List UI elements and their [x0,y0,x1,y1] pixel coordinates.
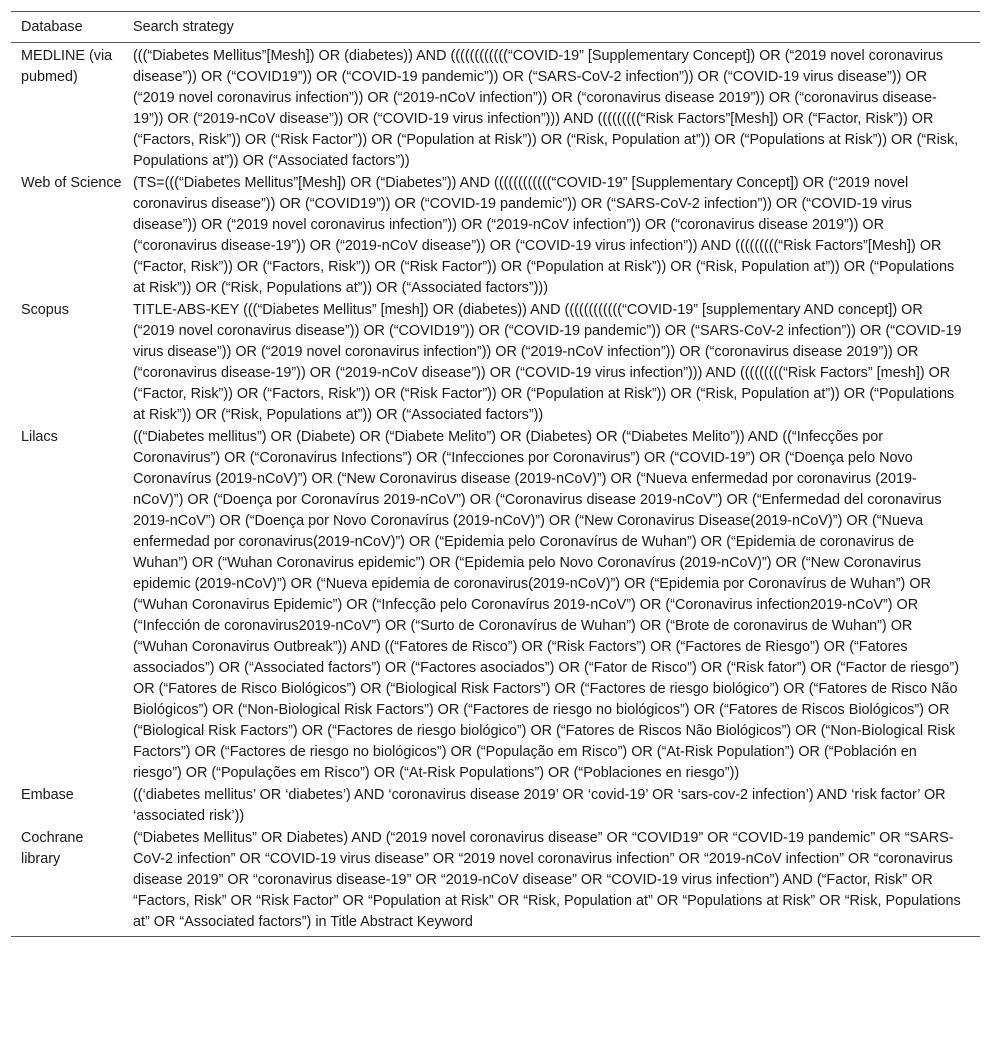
database-name: MEDLINE (via pubmed) [21,48,113,85]
table-row [11,43,980,173]
table-header [11,12,980,43]
table-body [11,43,980,937]
search-strategy-table-container [11,11,980,937]
table-row [11,426,980,784]
database-name: Lilacs [21,429,58,445]
database-name: Cochrane library [21,830,84,867]
search-strategy-text: TITLE-ABS-KEY (((“Diabetes Mellitus” [mesh]) OR (diabetes)) AND ((((((((((((“COVID-19” [supplementary AND concept]) OR (“2019 novel coronavirus disease”)) OR (“COVID19”)) OR (“COVID-19 pandemic”)) OR (“SARS-CoV-2 infection”)) OR (“COVID-19 virus disease”)) OR (“2019 novel coronavirus infection”)) OR (“2019-nCoV infection”)) OR (“coronavirus disease 2019”)) OR (“coronavirus disease-19”)) OR (“2019-nCoV disease”)) OR (“COVID-19 virus infection”))) AND (((((((((“Risk Factors” [mesh]) OR (“Factor, Risk”)) OR (“Factors, Risk”)) OR (“Risk Factor”)) OR (“Population at Risk”)) OR (“Risk, Population at”)) OR (“Populations at Risk”)) OR (“Risk, Populations at”)) OR (“Associated factors”)) [133,302,962,423]
search-strategy-text: ((‘diabetes mellitus’ OR ‘diabetes’) AND ‘coronavirus disease 2019’ OR ‘covid-19’ OR ‘sars-cov-2 infection’) AND ‘risk factor’ OR ‘associated risk’)) [133,787,946,824]
search-strategy-text: (((“Diabetes Mellitus”[Mesh]) OR (diabetes)) AND ((((((((((((“COVID-19” [Supplementary Concept]) OR (“2019 novel coronavirus disease”)) OR (“COVID19”)) OR (“COVID-19 pandemic”)) OR (“SARS-CoV-2 infection”)) OR (“COVID-19 virus disease”)) OR (“2019 novel coronavirus infection”)) OR (“2019-nCoV infection”)) OR (“coronavirus disease 2019”)) OR (“coronavirus disease-19”)) OR (“2019-nCoV disease”)) OR (“COVID-19 virus infection”))) AND (((((((((“Risk Factors”[Mesh]) OR (“Factor, Risk”)) OR (“Factors, Risk”)) OR (“Risk Factor”)) OR (“Population at Risk”)) OR (“Risk, Population at”)) OR (“Populations at Risk”)) OR (“Risk, Populations at”)) OR (“Associated factors”)) [133,48,959,169]
database-name: Embase [21,787,74,803]
search-strategy-table [11,11,980,937]
search-strategy-text: (“Diabetes Mellitus” OR Diabetes) AND (“2019 novel coronavirus disease” OR “COVID19” OR “COVID-19 pandemic” OR “SARS-CoV-2 infection” OR “COVID-19 virus disease” OR “2019 novel coronavirus infection” OR “2019-nCoV infection” OR “coronavirus disease 2019” OR “coronavirus disease-19” OR “2019-nCoV disease” OR “COVID-19 virus infection”) AND (“Factor, Risk” OR “Factors, Risk” OR “Risk Factor” OR “Population at Risk” OR “Risk, Population at” OR “Populations at Risk” OR “Risk, Populations at” OR “Associated factors”) in Title Abstract Keyword [133,830,961,930]
header-database: Database [21,19,83,35]
search-strategy-text: (TS=(((“Diabetes Mellitus”[Mesh]) OR (“Diabetes”)) AND ((((((((((((“COVID-19” [Supplementary Concept]) OR (“2019 novel coronavirus disease”)) OR (“COVID19”)) OR (“COVID-19 pandemic”)) OR (“SARS-CoV-2 infection”)) OR (“COVID-19 virus disease”)) OR (“2019 novel coronavirus infection”)) OR (“2019-nCoV infection”)) OR (“coronavirus disease 2019”)) OR (“coronavirus disease-19”)) OR (“2019-nCoV disease”)) OR (“COVID-19 virus infection”)) AND (((((((((“Risk Factors”[Mesh]) OR (“Factor, Risk”)) OR (“Factors, Risk”)) OR (“Risk Factor”)) OR (“Population at Risk”)) OR (“Risk, Population at”)) OR (“Populations at Risk”)) OR (“Risk, Populations at”)) OR (“Associated factors”))) [133,175,955,296]
table-row [11,784,980,827]
database-name: Web of Science [21,175,122,191]
header-search-strategy: Search strategy [133,19,234,35]
table-row [11,299,980,426]
search-strategy-text: ((“Diabetes mellitus”) OR (Diabete) OR (“Diabete Melito”) OR (Diabetes) OR (“Diabetes Melito”)) AND ((“Infecções por Coronavirus”) OR (“Coronavirus Infections”) OR (“Infecciones por Coronavirus”) OR (“COVID-19”) OR (“Doença pelo Novo Coronavírus (2019-nCoV)”) OR (“New Coronavirus disease (2019-nCoV)”) OR (“Nueva enfermedad por coronavirus (2019-nCoV)”) OR (“Doença por Coronavírus 2019-nCoV”) OR (“Coronavirus disease 2019-nCoV”) OR (“Enfermedad del coronavirus 2019-nCoV”) OR (“Doença por Novo Coronavírus (2019-nCoV)”) OR (“New Coronavirus Disease(2019-nCoV)”) OR (“Nueva enfermedad por coronavirus(2019-nCoV)”) OR (“Epidemia pelo Coronavírus de Wuhan”) OR (“Epidemia de coronavirus de Wuhan”) OR (“Wuhan Coronavirus epidemic”) OR (“Epidemia pelo Novo Coronavírus (2019-nCoV)”) OR (“New Coronavirus epidemic (2019-nCoV)”) OR (“Nueva epidemia de coronavirus(2019-nCoV)”) OR (“Epidemia por Coronavírus de Wuhan”) OR (“Wuhan Coronavirus Epidemic”) OR (“Infecção pelo Coronavírus 2019-nCoV”) OR (“Coronavirus infection2019-nCoV”) OR (“Infección de coronavirus2019-nCoV”) OR (“Surto de Coronavírus de Wuhan”) OR (“Brote de coronavirus de Wuhan”) OR (“Wuhan Coronavirus Outbreak”)) AND ((“Fatores de Risco”) OR (“Risk Factors”) OR (“Factores de Riesgo”) OR (“Fatores associados”) OR (“Associated factors”) OR (“Factores asociados”) OR (“Fator de Risco”) OR (“Risk fator”) OR (“Factor de riesgo”) OR (“Fatores de Risco Biológicos”) OR (“Biological Risk Factors”) OR (“Factores de riesgo biológico”) OR (“Fatores de Risco Não Biológicos”) OR (“Non-Biological Risk Factors”) OR (“Factores de riesgo no biológicos”) OR (“Fatores de Riscos Biológicos”) OR (“Biological Risk Factors”) OR (“Factores de riesgo biológico”) OR (“Fatores de Riscos Não Biológicos”) OR (“Non-Biological Risk Factors”) OR (“Factores de riesgo no biológicos”) OR (“População em Risco”) OR (“At-Risk Population”) OR (“Población en riesgo”) OR (“Populações em Risco”) OR (“At-Risk Populations”) OR (“Poblaciones en riesgo”)) [133,429,960,781]
table-row [11,827,980,937]
table-row [11,172,980,299]
database-name: Scopus [21,302,69,318]
header-row [11,12,980,43]
